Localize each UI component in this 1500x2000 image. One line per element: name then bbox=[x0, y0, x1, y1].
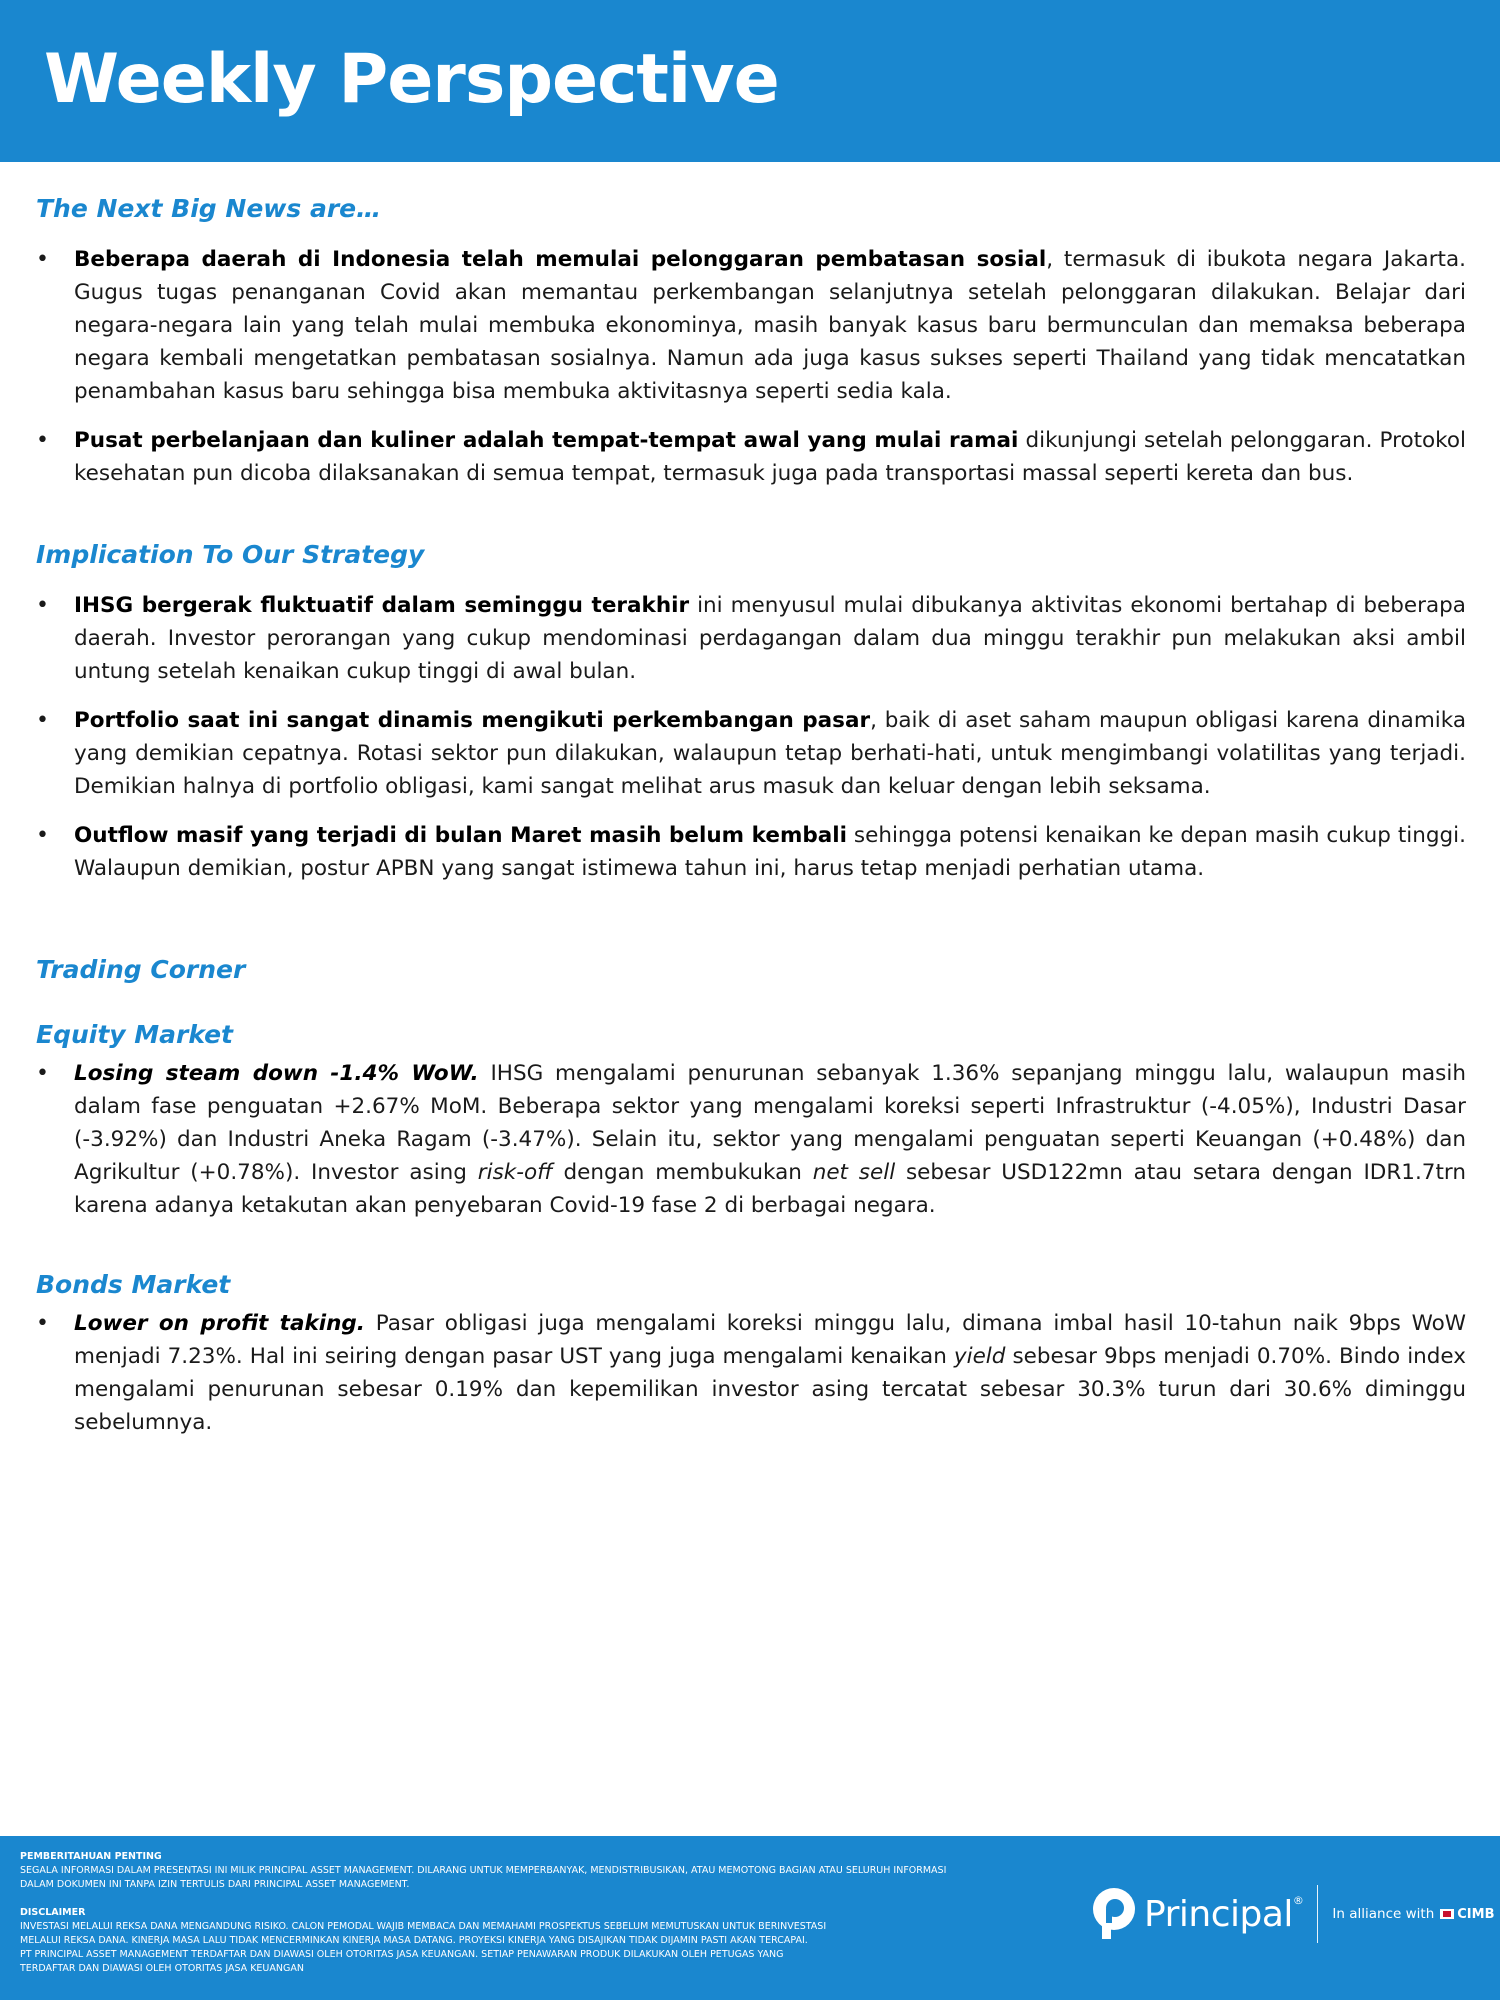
disclaimer-line: MELALUI REKSA DANA. KINERJA MASA LALU TIDAK MENCERMINKAN KINERJA MASA DATANG. PROYEKSI KINERJA YANG DISAJIKAN TIDAK DIJAMIN PASTI AKAN TERCAPAI. bbox=[20, 1935, 808, 1946]
item-text: ini menyusul mulai dibukanya aktivitas ekonomi bertahap di beberapa daerah. Investor perorangan yang cukup mendominasi perdagangan dalam dua minggu terakhir pun melakukan aksi ambil untung setelah kenaikan cukup tinggi di awal bulan. bbox=[74, 593, 1466, 684]
principal-logo-word: Principal® bbox=[1144, 1893, 1304, 1935]
footer-legal-text bbox=[20, 1850, 1100, 1976]
item-text: sehingga potensi kenaikan ke depan masih cukup tinggi. Walaupun demikian, postur APBN yang sangat istimewa tahun ini, harus tetap menjadi perhatian utama. bbox=[74, 823, 1466, 881]
item-bold-text: Portfolio saat ini sangat dinamis mengikuti perkembangan pasar bbox=[74, 708, 871, 733]
list-item bbox=[36, 1057, 1466, 1222]
cimb-mark-icon bbox=[1440, 1909, 1454, 1919]
cimb-logo bbox=[1440, 1907, 1494, 1922]
disclaimer-title: DISCLAIMER bbox=[20, 1907, 86, 1918]
disclaimer-line: TERDAFTAR DAN DIAWASI OLEH OTORITAS JASA KEUANGAN bbox=[20, 1963, 304, 1974]
section-title-equity-market: Equity Market bbox=[36, 1020, 234, 1049]
logo-divider bbox=[1317, 1885, 1318, 1943]
disclaimer-line: PT PRINCIPAL ASSET MANAGEMENT TERDAFTAR DAN DIAWASI OLEH OTORITAS JASA KEUANGAN. SETIAP PENAWARAN PRODUK DILAKUKAN OLEH PETUGAS YANG bbox=[20, 1949, 784, 1960]
item-bold-text: Outflow masif yang terjadi di bulan Maret masih belum kembali bbox=[74, 823, 847, 848]
item-bold-text: Pusat perbelanjaan dan kuliner adalah tempat-tempat awal yang mulai ramai bbox=[74, 428, 1019, 453]
section-title-bonds-market: Bonds Market bbox=[36, 1270, 231, 1299]
notice-line: DALAM DOKUMEN INI TANPA IZIN TERTULIS DARI PRINCIPAL ASSET MANAGEMENT. bbox=[20, 1879, 410, 1890]
page-title: Weekly Perspective bbox=[44, 40, 779, 119]
page-header bbox=[0, 0, 1500, 162]
section-title-next-big-news: The Next Big News are… bbox=[36, 194, 382, 223]
notice-line: SEGALA INFORMASI DALAM PRESENTASI INI MILIK PRINCIPAL ASSET MANAGEMENT. DILARANG UNTUK MEMPERBANYAK, MENDISTRIBUSIKAN, ATAU MEMOTONG BAGIAN ATAU SELURUH INFORMASI bbox=[20, 1865, 947, 1876]
alliance-text bbox=[1332, 1906, 1494, 1922]
item-italic-text: net sell bbox=[812, 1160, 896, 1185]
item-text: dengan membukukan bbox=[552, 1160, 813, 1185]
item-italic-text: yield bbox=[953, 1344, 1006, 1369]
equity-lead: Losing steam down -1.4% WoW. bbox=[74, 1061, 479, 1086]
item-text: sebesar 9bps menjadi 0.70%. Bindo index mengalami penurunan sebesar 0.19% dan kepemilikan investor asing tercatat sebesar 30.3% turun dari 30.6% diminggu sebelumnya. bbox=[74, 1344, 1467, 1435]
item-text: IHSG mengalami penurunan sebanyak 1.36% sepanjang minggu lalu, walaupun masih dalam fase penguatan +2.67% MoM. Beberapa sektor yang mengalami koreksi seperti Infrastruktur (-4.05%), Industri Dasar (-3.92%) dan Industri Aneka Ragam (-3.47%). Selain itu, sektor yang mengalami penguatan seperti Keuangan (+0.48%) dan Agrikultur (+0.78%). Investor asing bbox=[74, 1061, 1466, 1185]
principal-logo-icon bbox=[1092, 1887, 1136, 1941]
list-item bbox=[36, 704, 1466, 803]
next-big-news-list bbox=[36, 243, 1466, 490]
section-title-implication: Implication To Our Strategy bbox=[36, 540, 425, 569]
cimb-word: CIMB bbox=[1457, 1906, 1495, 1922]
notice-title: PEMBERITAHUAN PENTING bbox=[20, 1851, 162, 1862]
bonds-lead: Lower on profit taking. bbox=[74, 1311, 365, 1336]
alliance-label: In alliance with bbox=[1332, 1906, 1435, 1922]
principal-logo bbox=[1092, 1884, 1494, 1944]
bonds-list bbox=[36, 1307, 1466, 1439]
item-bold-text: Beberapa daerah di Indonesia telah memulai pelonggaran pembatasan sosial bbox=[74, 247, 1047, 272]
item-text: sebesar USD122mn atau setara dengan IDR1.7trn karena adanya ketakutan akan penyebaran Covid-19 fase 2 di berbagai negara. bbox=[74, 1160, 1466, 1218]
item-bold-text: IHSG bergerak fluktuatif dalam seminggu terakhir bbox=[74, 593, 690, 618]
list-item bbox=[36, 819, 1466, 885]
item-text: dikunjungi setelah pelonggaran. Protokol kesehatan pun dicoba dilaksanakan di semua tempat, termasuk juga pada transportasi massal seperti kereta dan bus. bbox=[74, 428, 1466, 486]
list-item bbox=[36, 1307, 1466, 1439]
implication-list bbox=[36, 589, 1466, 885]
list-item bbox=[36, 424, 1466, 490]
list-item bbox=[36, 589, 1466, 688]
list-item bbox=[36, 243, 1466, 408]
item-text: Pasar obligasi juga mengalami koreksi minggu lalu, dimana imbal hasil 10-tahun naik 9bps WoW menjadi 7.23%. Hal ini seiring dengan pasar UST yang juga mengalami kenaikan bbox=[74, 1311, 1466, 1369]
item-italic-text: risk-off bbox=[477, 1160, 553, 1185]
main-content bbox=[36, 190, 1466, 1455]
item-text: , termasuk di ibukota negara Jakarta. Gugus tugas penanganan Covid akan memantau perkembangan selanjutnya setelah pelonggaran dilakukan. Belajar dari negara-negara lain yang telah mulai membuka ekonominya, masih banyak kasus baru bermunculan dan memaksa beberapa negara kembali mengetatkan pembatasan sosialnya. Namun ada juga kasus sukses seperti Thailand yang tidak mencatatkan penambahan kasus baru sehingga bisa membuka aktivitasnya seperti sedia kala. bbox=[74, 247, 1466, 404]
disclaimer-line: INVESTASI MELALUI REKSA DANA MENGANDUNG RISIKO. CALON PEMODAL WAJIB MEMBACA DAN MEMAHAMI PROSPEKTUS SEBELUM MEMUTUSKAN UNTUK BERINVESTASI bbox=[20, 1921, 827, 1932]
item-text: , baik di aset saham maupun obligasi karena dinamika yang demikian cepatnya. Rotasi sektor pun dilakukan, walaupun tetap berhati-hati, untuk mengimbangi volatilitas yang terjadi. Demikian halnya di portfolio obligasi, kami sangat melihat arus masuk dan keluar dengan lebih seksama. bbox=[74, 708, 1466, 799]
section-title-trading-corner: Trading Corner bbox=[36, 955, 246, 984]
equity-list bbox=[36, 1057, 1466, 1222]
